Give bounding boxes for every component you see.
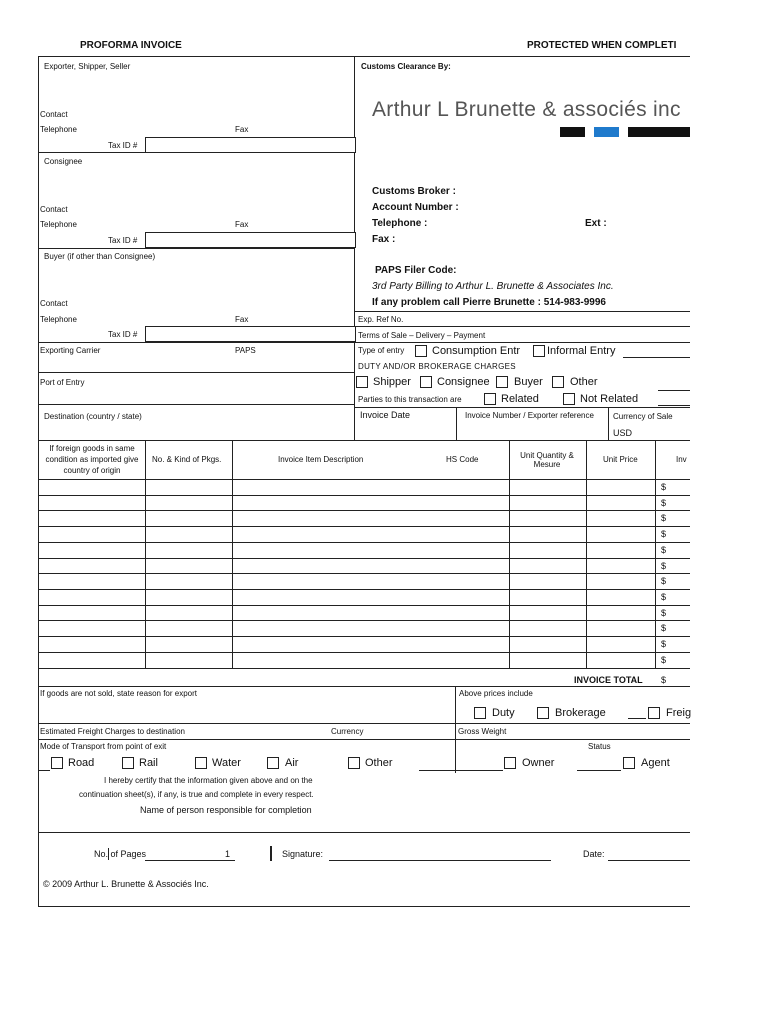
owner-label: Owner bbox=[522, 757, 555, 769]
table-header-invoice-total: Inv bbox=[676, 455, 687, 464]
table-header-unit-price: Unit Price bbox=[603, 455, 638, 464]
row-dollar-sign: $ bbox=[661, 623, 667, 633]
exporter-telephone-label: Telephone bbox=[40, 125, 77, 134]
divider bbox=[38, 248, 354, 249]
paps-filer-label: PAPS Filer Code: bbox=[375, 265, 457, 276]
divider bbox=[455, 770, 503, 771]
not-sold-label: If goods are not sold, state reason for export bbox=[40, 689, 197, 698]
consumption-entry-label: Consumption Entr bbox=[432, 345, 521, 357]
company-logo-text: Arthur L Brunette & associés inc bbox=[372, 98, 681, 121]
buyer-taxid-label: Tax ID # bbox=[108, 330, 138, 339]
row-dollar-sign: $ bbox=[661, 608, 667, 618]
rail-label: Rail bbox=[139, 757, 158, 769]
charges-shipper-checkbox[interactable] bbox=[356, 376, 368, 388]
informal-entry-checkbox[interactable] bbox=[533, 345, 545, 357]
third-party-billing: 3rd Party Billing to Arthur L. Brunette & Associates Inc. bbox=[372, 281, 614, 292]
air-label: Air bbox=[285, 757, 299, 769]
exporter-taxid-label: Tax ID # bbox=[108, 141, 138, 150]
mode-of-transport-label: Mode of Transport from point of exit bbox=[40, 742, 167, 751]
logo-bar-blue bbox=[594, 127, 619, 137]
divider bbox=[354, 342, 690, 343]
type-of-entry-label: Type of entry bbox=[358, 346, 405, 355]
port-of-entry-label: Port of Entry bbox=[40, 378, 85, 387]
problem-contact: If any problem call Pierre Brunette : 514-983-9996 bbox=[372, 297, 606, 308]
invoice-total-label: INVOICE TOTAL bbox=[574, 675, 643, 685]
consignee-fax-label: Fax bbox=[235, 220, 249, 229]
divider bbox=[38, 739, 690, 740]
logo-bar-dark bbox=[560, 127, 585, 137]
carrier-label: Exporting Carrier bbox=[40, 346, 101, 355]
frame-top bbox=[38, 56, 690, 57]
row-dollar-sign: $ bbox=[661, 513, 667, 523]
exporter-label: Exporter, Shipper, Seller bbox=[44, 62, 131, 71]
not-related-label: Not Related bbox=[580, 393, 639, 405]
exp-ref-label: Exp. Ref No. bbox=[358, 315, 404, 324]
frame-left bbox=[38, 56, 39, 907]
table-row[interactable] bbox=[38, 558, 690, 559]
table-column-line bbox=[655, 440, 656, 668]
protected-label: PROTECTED WHEN COMPLETI bbox=[527, 40, 677, 51]
buyer-label: Buyer (if other than Consignee) bbox=[44, 252, 156, 261]
exporter-taxid-field[interactable] bbox=[145, 137, 356, 153]
water-label: Water bbox=[212, 757, 241, 769]
consignee-contact-label: Contact bbox=[40, 205, 68, 214]
terms-label: Terms of Sale – Delivery – Payment bbox=[358, 331, 486, 340]
divider bbox=[38, 770, 50, 771]
divider bbox=[270, 846, 272, 861]
divider bbox=[354, 407, 690, 408]
divider bbox=[38, 832, 690, 833]
divider bbox=[108, 848, 109, 860]
table-top bbox=[38, 440, 690, 441]
charges-other-label: Other bbox=[570, 376, 598, 388]
responsible-person-label: Name of person responsible for completion bbox=[140, 805, 312, 815]
table-header-pkgs: No. & Kind of Pkgs. bbox=[152, 455, 222, 464]
divider bbox=[38, 342, 354, 343]
table-column-line bbox=[509, 440, 510, 668]
divider bbox=[456, 407, 457, 440]
duty-label: Duty bbox=[492, 707, 515, 719]
divider bbox=[419, 770, 455, 771]
buyer-telephone-label: Telephone bbox=[40, 315, 77, 324]
copyright: © 2009 Arthur L. Brunette & Associés Inc. bbox=[43, 879, 209, 889]
exporter-fax-label: Fax bbox=[235, 125, 249, 134]
consignee-telephone-label: Telephone bbox=[40, 220, 77, 229]
brokerage-label: Brokerage bbox=[555, 707, 606, 719]
row-dollar-sign: $ bbox=[661, 561, 667, 571]
duty-checkbox[interactable] bbox=[474, 707, 486, 719]
status-label: Status bbox=[588, 742, 611, 751]
destination-label: Destination (country / state) bbox=[44, 412, 142, 421]
divider bbox=[658, 405, 690, 406]
broker-fax-label: Fax : bbox=[372, 234, 396, 245]
table-header-origin: If foreign goods in same condition as imported give country of origin bbox=[45, 444, 139, 475]
table-header-description: Invoice Item Description bbox=[278, 455, 364, 464]
divider bbox=[658, 390, 690, 391]
divider bbox=[623, 357, 690, 358]
row-dollar-sign: $ bbox=[661, 639, 667, 649]
signature-label: Signature: bbox=[282, 849, 324, 859]
divider bbox=[455, 686, 456, 773]
account-number-label: Account Number : bbox=[372, 202, 459, 213]
row-dollar-sign: $ bbox=[661, 576, 667, 586]
buyer-contact-label: Contact bbox=[40, 299, 68, 308]
water-checkbox[interactable] bbox=[195, 757, 207, 769]
charges-shipper-label: Shipper bbox=[373, 376, 411, 388]
frame-middle bbox=[354, 56, 355, 440]
charges-consignee-checkbox[interactable] bbox=[420, 376, 432, 388]
table-row[interactable] bbox=[38, 573, 690, 574]
charges-consignee-label: Consignee bbox=[437, 376, 490, 388]
customs-clearance-label: Customs Clearance By: bbox=[361, 62, 451, 71]
duty-charges-label: DUTY AND/OR BROKERAGE CHARGES bbox=[358, 362, 516, 371]
parties-label: Parties to this transaction are bbox=[358, 395, 462, 404]
related-checkbox[interactable] bbox=[484, 393, 496, 405]
paps-label: PAPS bbox=[235, 346, 256, 355]
related-label: Related bbox=[501, 393, 539, 405]
freight-charges-label: Estimated Freight Charges to destination bbox=[40, 727, 185, 736]
pages-field[interactable] bbox=[145, 860, 235, 861]
transport-other-checkbox[interactable] bbox=[348, 757, 360, 769]
table-row[interactable] bbox=[38, 510, 690, 511]
agent-label: Agent bbox=[641, 757, 670, 769]
table-header-hs-code: HS Code bbox=[446, 455, 479, 464]
table-row[interactable] bbox=[38, 636, 690, 637]
road-checkbox[interactable] bbox=[51, 757, 63, 769]
exporter-contact-label: Contact bbox=[40, 110, 68, 119]
broker-telephone-label: Telephone : bbox=[372, 218, 428, 229]
certify-line-2: continuation sheet(s), if any, is true and complete in every respect. bbox=[79, 790, 314, 799]
consignee-label: Consignee bbox=[44, 157, 83, 166]
certify-line-1: I hereby certify that the information given above and on the bbox=[104, 776, 313, 785]
pages-value: 1 bbox=[225, 849, 231, 859]
divider bbox=[38, 723, 690, 724]
currency-value: USD bbox=[613, 428, 633, 438]
divider bbox=[38, 668, 690, 669]
consignee-taxid-label: Tax ID # bbox=[108, 236, 138, 245]
row-dollar-sign: $ bbox=[661, 592, 667, 602]
table-row[interactable] bbox=[38, 526, 690, 527]
owner-checkbox[interactable] bbox=[504, 757, 516, 769]
gross-weight-label: Gross Weight bbox=[458, 727, 507, 736]
form-title: PROFORMA INVOICE bbox=[80, 40, 182, 51]
table-column-line bbox=[232, 440, 233, 668]
table-row[interactable] bbox=[38, 589, 690, 590]
row-dollar-sign: $ bbox=[661, 529, 667, 539]
table-row[interactable] bbox=[38, 652, 690, 653]
date-field[interactable] bbox=[608, 860, 690, 861]
charges-other-checkbox[interactable] bbox=[552, 376, 564, 388]
transport-other-label: Other bbox=[365, 757, 393, 769]
table-row[interactable] bbox=[38, 620, 690, 621]
row-dollar-sign: $ bbox=[661, 482, 667, 492]
table-column-line bbox=[145, 440, 146, 668]
invoice-number-label: Invoice Number / Exporter reference bbox=[465, 411, 594, 420]
informal-entry-label: Informal Entry bbox=[547, 345, 616, 357]
table-header-unit-quantity: Unit Quantity & Mesure bbox=[520, 451, 574, 469]
signature-field[interactable] bbox=[329, 860, 551, 861]
air-checkbox[interactable] bbox=[267, 757, 279, 769]
divider bbox=[38, 372, 354, 373]
divider bbox=[628, 718, 646, 719]
divider bbox=[577, 770, 621, 771]
consumption-entry-checkbox[interactable] bbox=[415, 345, 427, 357]
brokerage-checkbox[interactable] bbox=[537, 707, 549, 719]
consignee-taxid-field[interactable] bbox=[145, 232, 356, 248]
currency-of-sale-label: Currency of Sale bbox=[613, 412, 673, 421]
invoice-date-label: Invoice Date bbox=[360, 410, 411, 420]
frame-bottom bbox=[38, 906, 690, 907]
currency-label: Currency bbox=[331, 727, 364, 736]
table-column-line bbox=[586, 440, 587, 668]
freight-label: Freig bbox=[666, 707, 692, 719]
divider bbox=[38, 686, 690, 687]
divider bbox=[608, 407, 609, 440]
row-dollar-sign: $ bbox=[661, 498, 667, 508]
table-row[interactable] bbox=[38, 605, 690, 606]
charges-buyer-checkbox[interactable] bbox=[496, 376, 508, 388]
ext-label: Ext : bbox=[585, 218, 607, 229]
divider bbox=[38, 404, 354, 405]
table-row[interactable] bbox=[38, 542, 690, 543]
buyer-fax-label: Fax bbox=[235, 315, 249, 324]
row-dollar-sign: $ bbox=[661, 655, 667, 665]
not-related-checkbox[interactable] bbox=[563, 393, 575, 405]
row-dollar-sign: $ bbox=[661, 545, 667, 555]
road-label: Road bbox=[68, 757, 95, 769]
table-row[interactable] bbox=[38, 479, 690, 480]
divider bbox=[38, 152, 354, 153]
table-row[interactable] bbox=[38, 495, 690, 496]
divider bbox=[354, 326, 690, 327]
customs-broker-label: Customs Broker : bbox=[372, 186, 456, 197]
charges-buyer-label: Buyer bbox=[514, 376, 543, 388]
date-label: Date: bbox=[583, 849, 605, 859]
pages-label: No. of Pages bbox=[94, 849, 147, 859]
rail-checkbox[interactable] bbox=[122, 757, 134, 769]
buyer-taxid-field[interactable] bbox=[145, 326, 356, 342]
logo-bar-long bbox=[628, 127, 690, 137]
freight-checkbox[interactable] bbox=[648, 707, 660, 719]
invoice-total-dollar: $ bbox=[661, 675, 667, 685]
divider bbox=[354, 311, 690, 312]
agent-checkbox[interactable] bbox=[623, 757, 635, 769]
above-prices-label: Above prices include bbox=[459, 689, 533, 698]
